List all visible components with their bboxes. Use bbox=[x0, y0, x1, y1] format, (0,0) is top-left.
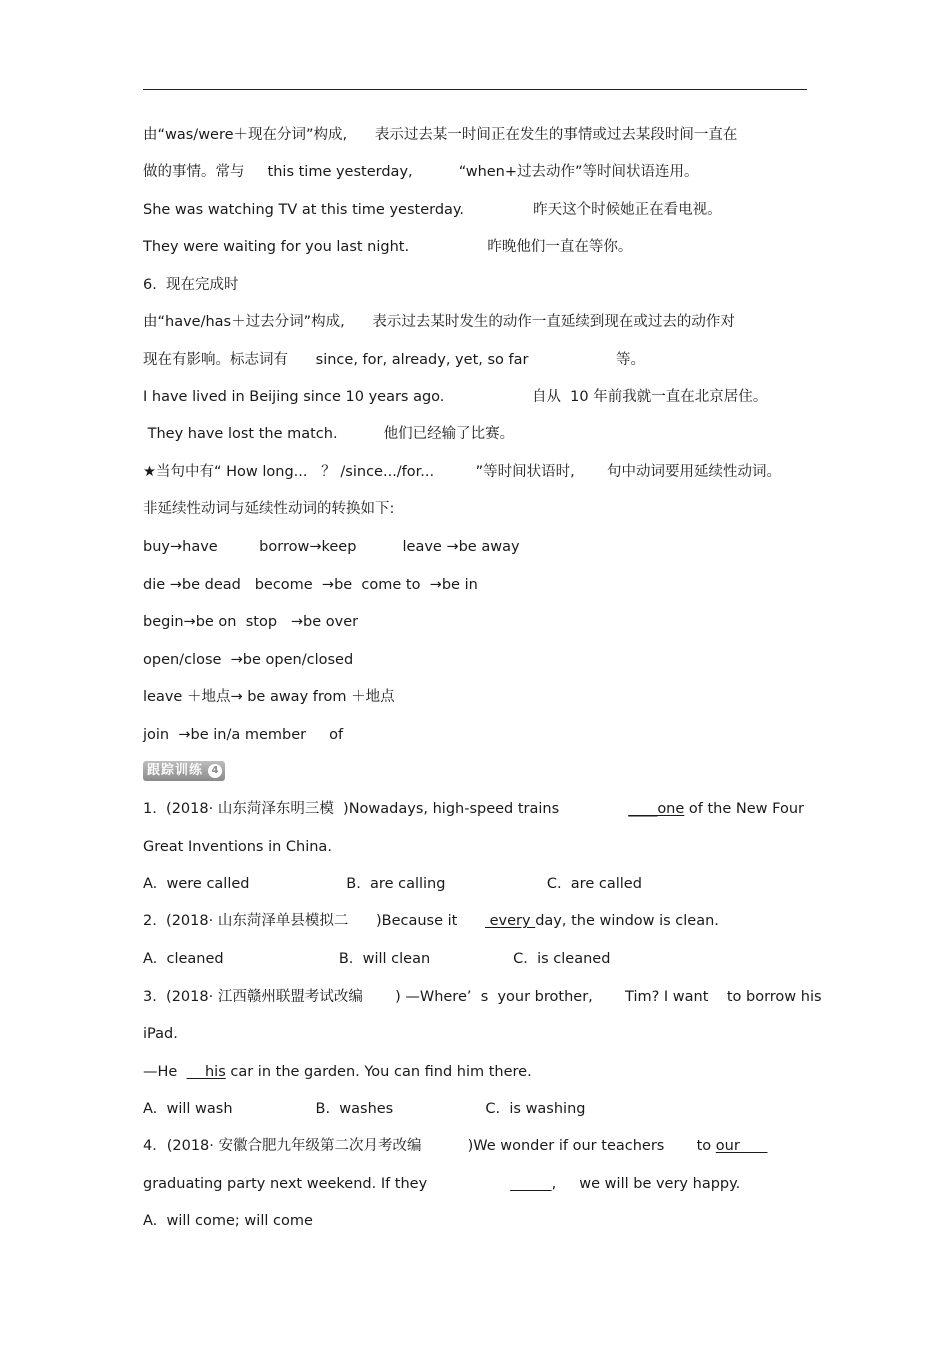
text-line: She was watching TV at this time yesterday. 昨天这个时候她正在看电视。 bbox=[143, 202, 722, 218]
text-line: They were waiting for you last night. 昨晚他们一直在等你。 bbox=[143, 239, 633, 255]
text-line: buy→have borrow→keep leave →be away bbox=[143, 539, 520, 555]
exercise-line bbox=[143, 911, 719, 931]
exercise-line bbox=[143, 874, 642, 894]
exercise-text: Great Inventions in China. bbox=[143, 839, 332, 855]
exercise-text-tail: car in the garden. You can find him there. bbox=[225, 1064, 532, 1080]
text-line: open/close →be open/closed bbox=[143, 652, 354, 668]
exercise-text: graduating party next weekend. If they bbox=[143, 1176, 511, 1192]
answer-blank: our bbox=[715, 1138, 768, 1154]
exercise-text-tail: of the New Four bbox=[684, 801, 804, 817]
header-rule bbox=[143, 89, 807, 90]
exercise-text: 1. (2018· 山东菏泽东明三模 )Nowadays, high-speed trains bbox=[143, 801, 629, 817]
exercise-text-tail: day, the window is clean. bbox=[535, 913, 719, 929]
exercise-line bbox=[143, 987, 822, 1007]
exercise-text-tail: , we will be very happy. bbox=[551, 1176, 741, 1192]
exercise-text: 3. (2018· 江西赣州联盟考试改编 ) —Where’ s your brother, Tim? I want to borrow his bbox=[143, 989, 822, 1005]
section-badge-label: 跟踪训练 bbox=[147, 763, 204, 778]
answer-blank bbox=[510, 1176, 551, 1192]
exercise-line bbox=[143, 949, 610, 969]
text-line: 6. 现在完成时 bbox=[143, 277, 239, 293]
exercise-text: A. cleaned B. will clean C. is cleaned bbox=[143, 951, 611, 967]
exercise-line bbox=[143, 837, 332, 857]
exercise-text: A. were called B. are calling C. are called bbox=[143, 876, 642, 892]
text-line: 由“was/were＋现在分词”构成, 表示过去某一时间正在发生的事情或过去某段时间一直在 bbox=[143, 127, 738, 143]
exercise-line bbox=[143, 1062, 532, 1082]
badge-number-icon: 4 bbox=[208, 764, 222, 778]
text-line: begin→be on stop →be over bbox=[143, 614, 359, 630]
exercise-text: A. will wash B. washes C. is washing bbox=[143, 1101, 586, 1117]
answer-blank: ____one bbox=[628, 801, 685, 817]
text-line: 非延续性动词与延续性动词的转换如下: bbox=[143, 501, 395, 517]
text-line: 现在有影响。标志词有 since, for, already, yet, so far 等。 bbox=[143, 352, 646, 368]
text-line: ★当句中有“ How long... ？ /since.../for... ”等时间状语时, 句中动词要用延续性动词。 bbox=[143, 464, 781, 480]
exercise-text: iPad. bbox=[143, 1026, 178, 1042]
section-badge bbox=[143, 761, 225, 781]
answer-blank: every bbox=[485, 913, 536, 929]
exercise-line bbox=[143, 1136, 767, 1156]
text-line: join →be in/a member of bbox=[143, 727, 344, 743]
exercise-text: 4．(2018· 安徽合肥九年级第二次月考改编 )We wonder if our teachers to bbox=[143, 1138, 716, 1154]
answer-blank: his bbox=[186, 1064, 226, 1080]
text-line: 做的事情。常与 this time yesterday, “when+过去动作”等时间状语连用。 bbox=[143, 164, 699, 180]
text-line: 由“have/has＋过去分词”构成, 表示过去某时发生的动作一直延续到现在或过去的动作对 bbox=[143, 314, 735, 330]
exercise-line bbox=[143, 1024, 178, 1044]
exercise-line bbox=[143, 799, 804, 819]
exercise-text: —He bbox=[143, 1064, 187, 1080]
text-line: die →be dead become →be come to →be in bbox=[143, 577, 478, 593]
exercise-text: 2. (2018· 山东菏泽单县模拟二 )Because it bbox=[143, 913, 486, 929]
text-line: I have lived in Beijing since 10 years ago. 自从 10 年前我就一直在北京居住。 bbox=[143, 389, 768, 405]
text-line: They have lost the match. 他们已经输了比赛。 bbox=[143, 426, 515, 442]
exercise-text: A. will come; will come bbox=[143, 1213, 313, 1229]
exercise-line bbox=[143, 1174, 740, 1194]
exercise-line bbox=[143, 1099, 585, 1119]
exercise-line bbox=[143, 1211, 313, 1231]
text-line: leave ＋地点→ be away from ＋地点 bbox=[143, 689, 395, 705]
